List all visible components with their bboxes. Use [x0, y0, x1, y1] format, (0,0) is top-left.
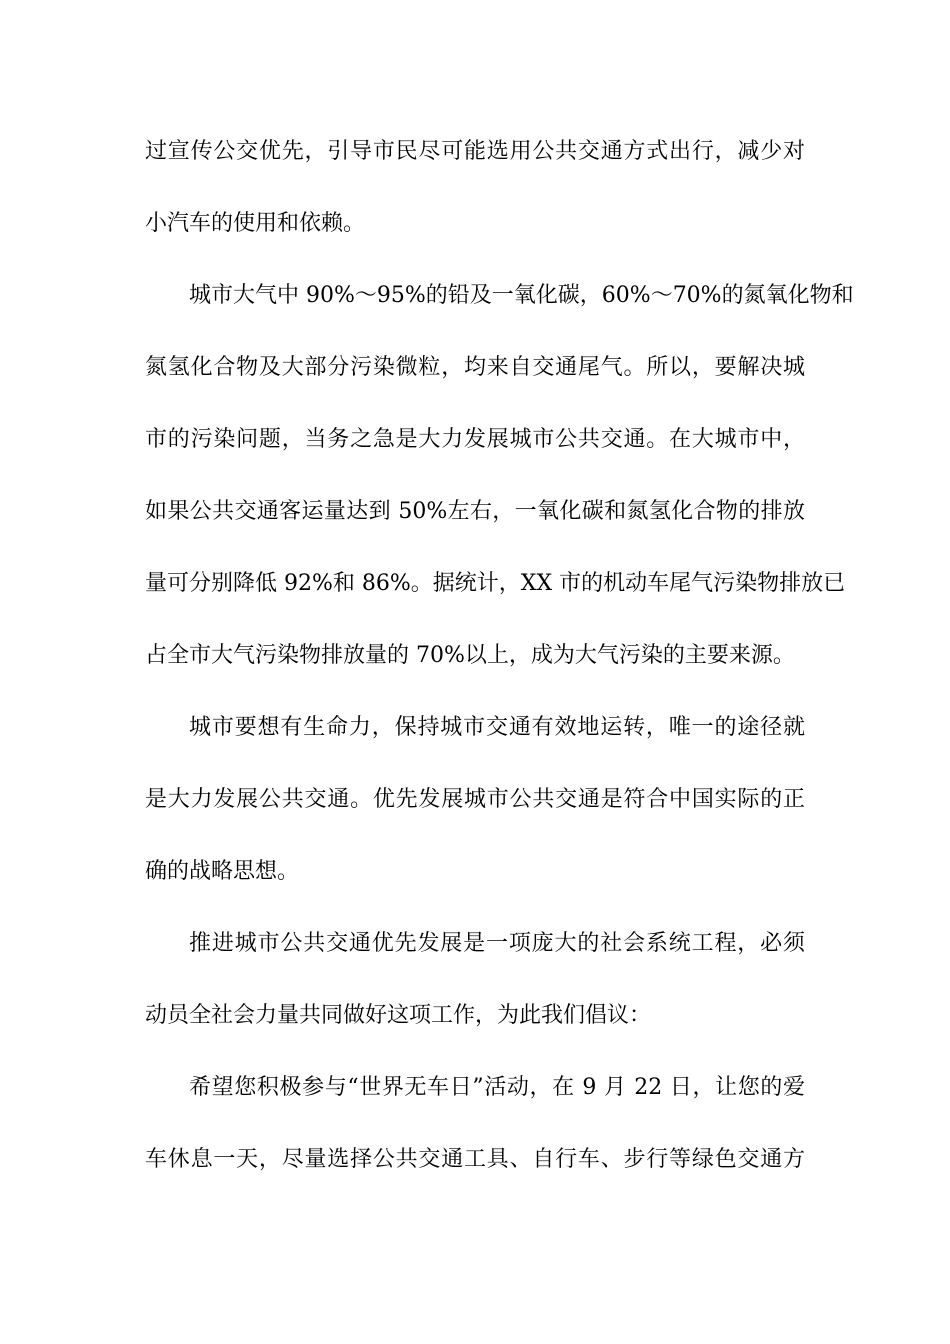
paragraph-line: 过宣传公交优先，引导市民尽可能选用公共交通方式出行，减少对: [145, 139, 805, 164]
paragraph-line: 城市大气中 90%～95%的铅及一氧化碳，60%～70%的氮氧化物和: [189, 283, 854, 308]
paragraph-line: 希望您积极参与“世界无车日”活动，在 9 月 22 日，让您的爱: [189, 1075, 805, 1100]
paragraph-line: 动员全社会力量共同做好这项工作，为此我们倡议：: [145, 1003, 652, 1028]
paragraph-line: 车休息一天，尽量选择公共交通工具、自行车、步行等绿色交通方: [145, 1147, 805, 1172]
paragraph-line: 如果公共交通客运量达到 50%左右，一氧化碳和氮氢化合物的排放: [145, 499, 805, 524]
document-body: [145, 128, 854, 1208]
paragraph-line: 氮氢化合物及大部分污染微粒，均来自交通尾气。所以，要解决城: [145, 355, 805, 380]
paragraph-line: 占全市大气污染物排放量的 70%以上，成为大气污染的主要来源。: [145, 643, 795, 668]
paragraph-line: 城市要想有生命力，保持城市交通有效地运转，唯一的途径就: [189, 715, 805, 740]
paragraph-line: 市的污染问题，当务之急是大力发展城市公共交通。在大城市中，: [145, 427, 805, 452]
paragraph-line: 小汽车的使用和依赖。: [145, 211, 366, 236]
paragraph-line: 推进城市公共交通优先发展是一项庞大的社会系统工程，必须: [189, 931, 805, 956]
paragraph-line: 量可分别降低 92%和 86%。据统计，XX 市的机动车尾气污染物排放已: [145, 571, 846, 596]
paragraph-line: 确的战略思想。: [145, 859, 300, 884]
paragraph-line: 是大力发展公共交通。优先发展城市公共交通是符合中国实际的正: [145, 787, 805, 812]
